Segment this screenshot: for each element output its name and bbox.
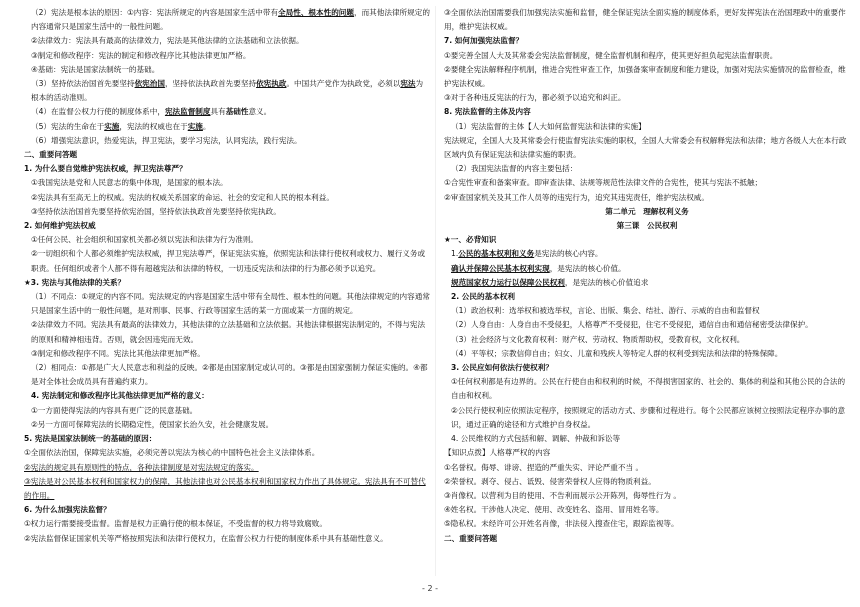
text-line: ③全面依法治国需要我们加强宪法实施和监督，健全保证宪法全面实施的制度体系，更好发挥宪法在治国理政中的重要作用，维护宪法权威。: [444, 8, 846, 32]
question-heading: 5. 宪法是国家法制统一的基础的原因：: [24, 434, 157, 444]
text-line: ①任何权利都是有边界的。公民在行使自由和权利的时候，不得损害国家的、社会的、集体的利益和其他公民的合法的自由和权利。: [451, 377, 846, 401]
text-line: ①全面依法治国，保障宪法实施，必须完善以宪法为核心的中国特色社会主义法律体系。: [24, 448, 320, 458]
text-line: （3）社会经济与文化教育权利：财产权、劳动权、物质帮助权，受教育权，文化权利。: [451, 334, 745, 344]
text-span: （2）宪法是根本法的原因：①内容：宪法所规定的内容是国家生活中带有: [31, 8, 279, 17]
text-line: ①一方面使得宪法的内容具有更广泛的民意基础。: [31, 405, 198, 415]
text-span: ，宪法的权威也在于: [119, 121, 188, 131]
question-heading: 3. 公民应如何依法行使权利？: [451, 363, 553, 373]
text-line: [444, 276, 850, 290]
text-line: ②宪法监督保证国家机关等严格按照宪法和法律行使权力，在监督公权力行使的制度体系中具有基础性意义。: [24, 533, 388, 543]
text-line: ②法律效力：宪法具有最高的法律效力，宪法是其他法律的立法基础和立法依据。: [31, 36, 304, 46]
text-line: ①合宪性审查和备案审查。即审查法律、法规等规范性法律文件的合宪性，使其与宪法不抵触；: [444, 178, 763, 188]
text-span: ，是宪法的核心价值。: [549, 263, 626, 273]
text-span: 为根本的活动准则。: [31, 79, 424, 103]
question-heading: ★3. 宪法与其他法律的关系？: [24, 277, 126, 287]
emphasis-text: 实施: [104, 121, 120, 131]
text-line: ③对于各种违反宪法的行为，都必须予以追究和纠正。: [444, 93, 626, 103]
section-heading: ★一、必背知识: [444, 235, 497, 245]
text-span: 意义。: [248, 107, 272, 117]
text-span: 。: [202, 121, 211, 131]
text-span: 具有: [210, 107, 226, 117]
text-span: （4）在监督公权力行使的制度体系中，: [31, 107, 165, 117]
question-heading: 2. 公民的基本权利: [451, 292, 515, 302]
question-heading: 7. 如何加强宪法监督？: [444, 36, 524, 46]
emphasis-text: 依宪治国: [134, 79, 165, 89]
text-span: ，是宪法的核心价值追求: [564, 277, 649, 287]
text-span: 是宪法的核心内容。: [534, 249, 603, 259]
text-line: （2）相同点：①都是广大人民意志和利益的反映。②都是由国家制定或认可的。③都是由国家强制力保证实施的。④都是对全体社会成员具有普遍约束力。: [31, 363, 428, 387]
column-divider: [435, 6, 436, 576]
text-line: ①我国宪法是党和人民意志的集中体现，是国家的根本法。: [31, 178, 228, 188]
text-line: ①名誉权。侮辱、诽谤、捏造的严重失实、评论严重不当 。: [444, 462, 644, 472]
text-line: （6）增强宪法意识，热爱宪法，捍卫宪法，要学习宪法，认同宪法，践行宪法。: [31, 135, 302, 145]
question-heading: 1. 为什么要自觉维护宪法权威，捍卫宪法尊严？: [24, 164, 187, 174]
question-heading: 4. 宪法制定和修改程序比其他法律更加严格的意义：: [31, 391, 209, 401]
text-line: [24, 120, 430, 134]
lesson-title: 第三课 公民权利: [616, 221, 678, 231]
text-line: （1）宪法监督的主体【人大如何监督宪法和法律的实施】: [451, 121, 646, 131]
emphasis-text: 确认并保障公民基本权利实现: [451, 263, 550, 273]
text-line: ④基础：宪法是国家法制统一的基础。: [31, 64, 160, 74]
text-span: （3）坚持依法治国首先要坚持: [31, 79, 135, 89]
text-line: ⑤隐私权。未经许可公开姓名肖像，非法侵入搜查住宅，跟踪监视等。: [444, 519, 679, 529]
right-column: [444, 6, 850, 561]
emphasis-text: 宪法监督制度: [164, 107, 211, 117]
emphasis-text: 实施: [187, 121, 203, 131]
text-line: ④姓名权。干涉他人决定、使用、改变姓名、盗用、冒用姓名等。: [444, 505, 664, 515]
text-line: ②宪法具有至高无上的权威。宪法的权威关系国家的命运、社会的安定和人民的根本利益。: [31, 192, 334, 202]
question-heading: 6. 为什么加强宪法监督？: [24, 505, 111, 515]
text-line: ②审查国家机关及其工作人员等的违宪行为，追究其违宪责任，维护宪法权威。: [444, 192, 709, 202]
text-line: [24, 6, 430, 34]
text-line: [444, 247, 850, 261]
text-line: ③制定和修改程序：宪法的制定和修改程序比其他法律更加严格。: [31, 50, 251, 60]
text-line: 宪法规定，全国人大及其常委会行使监督宪法实施的职权，全国人大常委会有权解释宪法和法律；地方各级人大在本行政区域内负有保证宪法和法律实施的职责。: [444, 135, 847, 160]
text-line: ③制定和修改程序不同。宪法比其他法律更加严格。: [31, 348, 205, 358]
text-line: （4）平等权；宗教信仰自由；妇女、儿童和残疾人等特定人群的权利受到宪法和法律的特殊保障。: [451, 348, 783, 358]
text-line: ②宪法的规定具有原则性的特点，各种法律制度是对宪法规定的落实。: [24, 462, 259, 472]
text-line: ①权力运行需要接受监督。监督是权力正确行使的根本保证，不受监督的权力将导致腐败。: [24, 519, 327, 529]
text-line: ②另一方面可保障宪法的长期稳定性，使国家长治久安，社会健康发展。: [31, 419, 274, 429]
text-line: ②法律效力不同。宪法具有最高的法律效力，其他法律的立法基础和立法依据。其他法律根据宪法制定的，不得与宪法的原则和精神相违背。否则，就会因违宪而无效。: [31, 320, 426, 344]
left-column: [24, 6, 430, 578]
question-heading: 8. 宪法监督的主体及内容: [444, 107, 531, 117]
section-heading: 二、重要问答题: [24, 150, 78, 160]
text-line: （1）不同点：①规定的内容不同。宪法规定的内容是国家生活中带有全局性、根本性的问题。其他法律规定的内容通常只是国家生活中的一般性问题，是对刑事、民事、行政等国家生活的某一方面或某一方面的规定。: [31, 292, 430, 316]
text-span: 1.: [451, 249, 459, 259]
page-number: - 2 -: [422, 584, 438, 593]
text-line: ②一切组织和个人都必须维护宪法权威，捍卫宪法尊严，保证宪法实施，依照宪法和法律行使权利或权力、履行义务或职责。任何组织或者个人都不得有超越宪法和法律的特权，一切违反宪法和法律的行为都必须予以追究。: [31, 249, 426, 273]
text-span: ，坚持依法执政首先要坚持: [164, 79, 257, 89]
text-line: ③肖像权。以营利为目的使用、不告利而展示公开陈列，侮辱性行为 。: [444, 490, 682, 500]
emphasis-text: 依宪执政: [256, 79, 287, 89]
emphasis-text: 全局性、根本性的问题: [278, 8, 354, 17]
text-line: ②要健全宪法解释程序机制，推进合宪性审查工作，加强备案审查制度和能力建设，加强对宪法实施情况的监督检查，维护宪法权威。: [444, 64, 846, 89]
text-span: 。中国共产党作为执政党，必须以: [286, 79, 401, 89]
section-heading: 二、重要问答题: [444, 533, 498, 543]
text-line: ①要完善全国人大及其常委会宪法监督制度，健全监督机制和程序，使其更好担负起宪法监督职责。: [444, 50, 778, 60]
text-span: ，而其他法律所规定的内容通常只是国家生活中的一般性问题。: [31, 8, 430, 32]
emphasis-text: 公民的基本权利和义务: [458, 249, 535, 259]
question-heading: 2. 如何维护宪法权威: [24, 221, 96, 231]
emphasis-text: 规范国家权力运行以保障公民权利: [451, 277, 565, 287]
text-line: 4. 公民维权的方式包括和解、调解、仲裁和诉讼等: [451, 434, 621, 444]
text-line: ①任何公民、社会组织和国家机关都必须以宪法和法律为行为准则。: [31, 235, 259, 245]
text-line: [444, 262, 850, 276]
text-line: 【知识点拨】人格尊严权的内容: [444, 448, 551, 458]
text-span: （5）宪法的生命在于: [31, 121, 105, 131]
text-line: （1）政治权利：选举权和被选举权，言论、出版、集会、结社、游行、示威的自由和监督权: [451, 306, 760, 316]
emphasis-text: 宪法: [400, 79, 416, 89]
text-line: （2）人身自由：人身自由不受侵犯，人格尊严不受侵犯，住宅不受侵犯，通信自由和通信秘密受法律保护。: [451, 320, 813, 330]
text-line: ②公民行使权利应依照法定程序，按照规定的活动方式、步骤和过程进行。每个公民都应该树立按照法定程序办事的意识，通过正确的途径和方式维护自身权益。: [451, 405, 846, 429]
text-line: [24, 105, 430, 119]
text-line: ③宪法是对公民基本权利和国家权力的保障，其他法律也对公民基本权利和国家权力作出了具体规定。宪法具有不可替代的作用。: [24, 476, 426, 500]
unit-title: 第二单元 理解权利义务: [605, 206, 689, 216]
text-line: （2）我国宪法监督的内容主要包括：: [451, 164, 578, 174]
text-line: ③坚持依法治国首先要坚持依宪治国，坚持依法执政首先要坚持依宪执政。: [31, 206, 281, 216]
text-line: [24, 77, 430, 105]
text-line: ②荣誉权。剥夺、侵占、诋毁、侵害荣誉权人应得的物质利益。: [444, 476, 656, 486]
emphasis-text: 基础性: [225, 107, 249, 117]
